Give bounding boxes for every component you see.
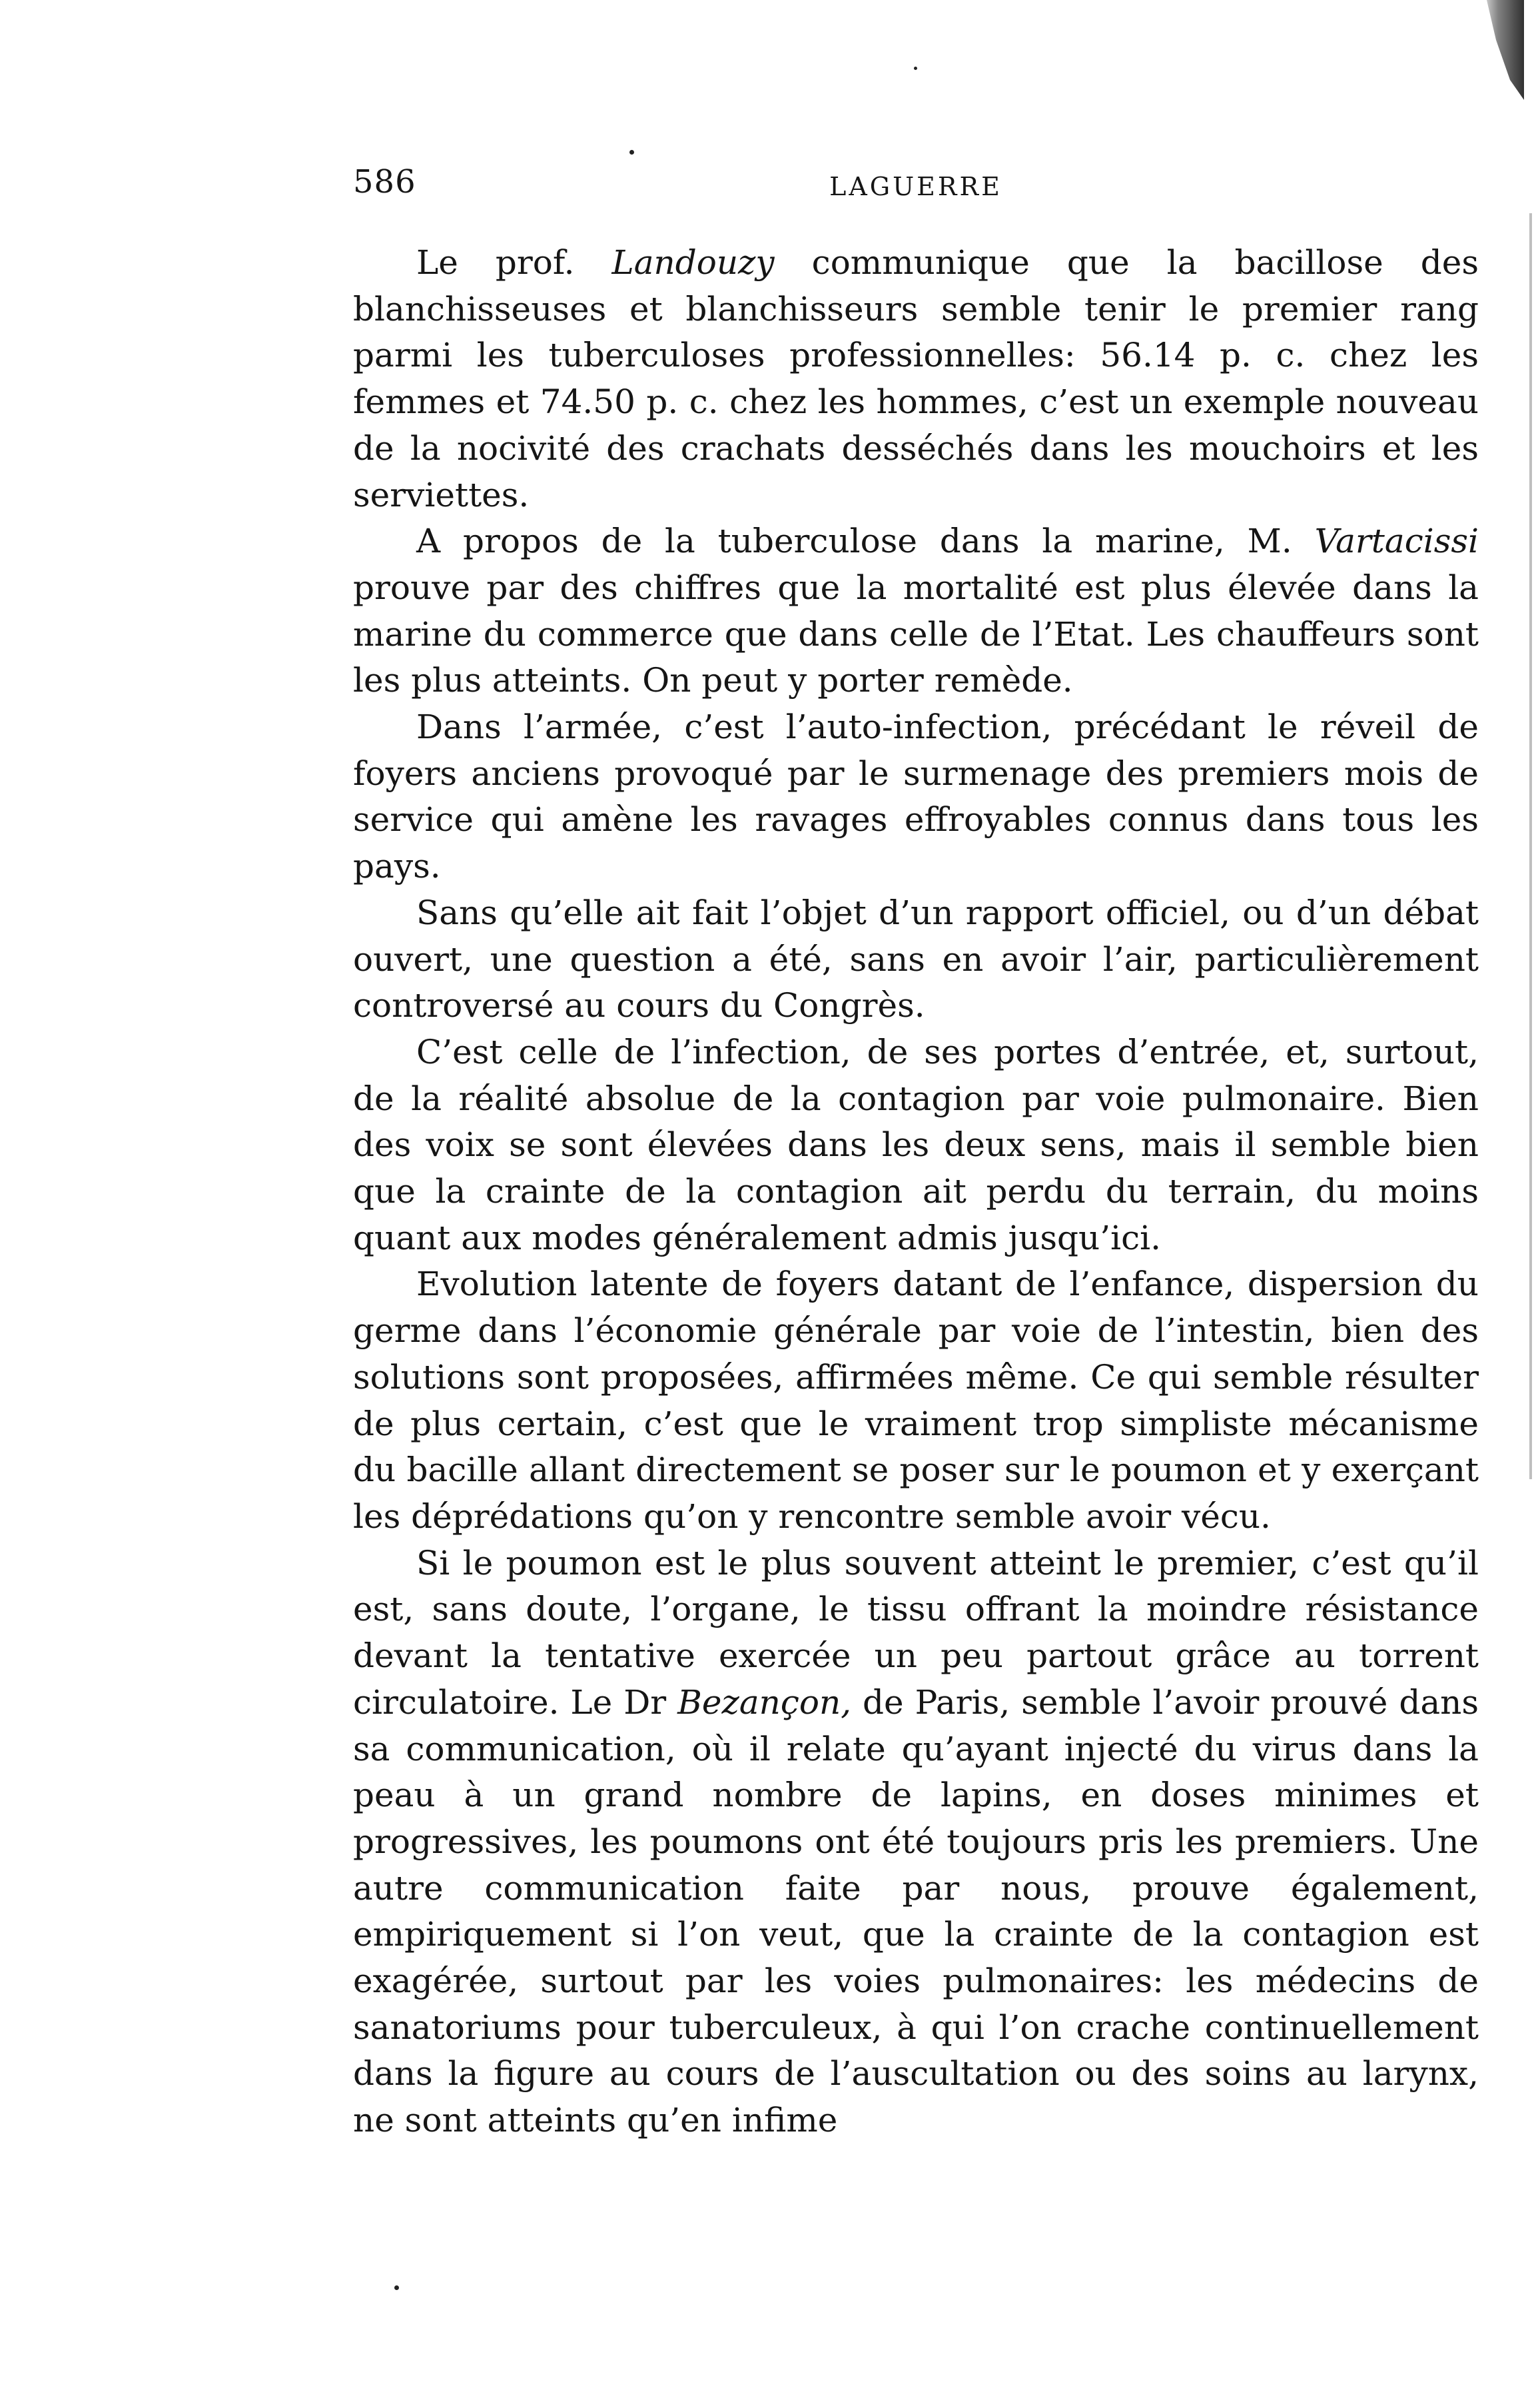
text-run: Sans qu’elle ait fait l’objet d’un rapport officiel, ou d’un débat ouvert, une question a été, sans en avoir l’air, particulièrement controversé au cours du Congrès. (353, 893, 1479, 1025)
ink-speck (394, 2285, 399, 2290)
text-run: Evolution latente de foyers datant de l’enfance, dispersion du germe dans l’économie générale par voie de l’intestin, bien des solutions sont proposées, affirmées même. Ce qui semble résulter de plus certain, c’est que le vraiment trop simpliste mécanisme du bacille allant directement se poser sur le poumon et y exerçant les déprédations qu’on y rencontre semble avoir vécu. (353, 1265, 1479, 1536)
running-head: LAGUERRE (829, 172, 1002, 201)
scan-edge-line (1529, 213, 1532, 1479)
paragraph (353, 518, 1479, 704)
paragraph (353, 1261, 1479, 1540)
paragraph (353, 1029, 1479, 1262)
paragraph (353, 240, 1479, 518)
page-header (353, 163, 1479, 217)
text-run: A propos de la tuberculose dans la marine, M. (416, 522, 1315, 561)
scan-edge-mark (1477, 0, 1524, 100)
paragraph (353, 890, 1479, 1029)
text-run: C’est celle de l’infection, de ses portes d’entrée, et, surtout, de la réalité absolue de la contagion par voie pulmonaire. Bien des voix se sont élevées dans les deux sens, mais il semble bien que la crainte de la contagion ait perdu du terrain, du moins quant aux modes généralement admis jusqu’ici. (353, 1032, 1479, 1257)
ink-speck (914, 67, 917, 70)
text-run: Si le poumon est le plus souvent atteint le premier, c’est qu’il est, sans doute, l’organe, le tissu offrant la moindre résistance devant la tentative exercée un peu partout grâce au torrent circulatoire. Le Dr (353, 1543, 1479, 1722)
paragraph (353, 1540, 1479, 2144)
text-run: Dans l’armée, c’est l’auto-infection, précédant le réveil de foyers anciens provoqué par le surmenage des premiers mois de service qui amène les ravages effroyables connus dans tous les pays. (353, 708, 1479, 886)
italic-name: Bezançon, (677, 1682, 852, 1722)
text-run: communique que la bacillose des blanchisseuses et blanchisseurs semble tenir le premier rang parmi les tuberculoses professionnelles: 56.14 p. c. chez les femmes et 74.50 p. c. chez les hommes, c’est un exemple nouveau de la nocivité des crachats desséchés dans les mouchoirs et les serviettes. (353, 243, 1479, 514)
text-run: de Paris, semble l’avoir prouvé dans sa communication, où il relate qu’ayant injecté du virus dans la peau à un grand nombre de lapins, en doses minimes et progressives, les poumons ont été toujours pris les premiers. Une autre communication faite par nous, prouve également, empiriquement si l’on veut, que la crainte de la contagion est exagérée, surtout par les voies pulmonaires: les médecins de sanatoriums pour tuberculeux, à qui l’on crache continuellement dans la figure au cours de l’auscultation ou des soins au larynx, ne sont atteints qu’en infime (353, 1682, 1479, 2140)
ink-speck (629, 150, 634, 155)
italic-name: Vartacissi (1314, 522, 1479, 561)
text-run: Le prof. (416, 243, 612, 282)
text-run: prouve par des chiffres que la mortalité est plus élevée dans la marine du commerce que dans celle de l’Etat. Les chauffeurs sont les plus atteints. On peut y porter remède. (353, 568, 1479, 700)
page-number: 586 (353, 163, 416, 201)
body-text (353, 240, 1479, 2144)
italic-name: Landouzy (611, 243, 775, 282)
paragraph (353, 704, 1479, 890)
